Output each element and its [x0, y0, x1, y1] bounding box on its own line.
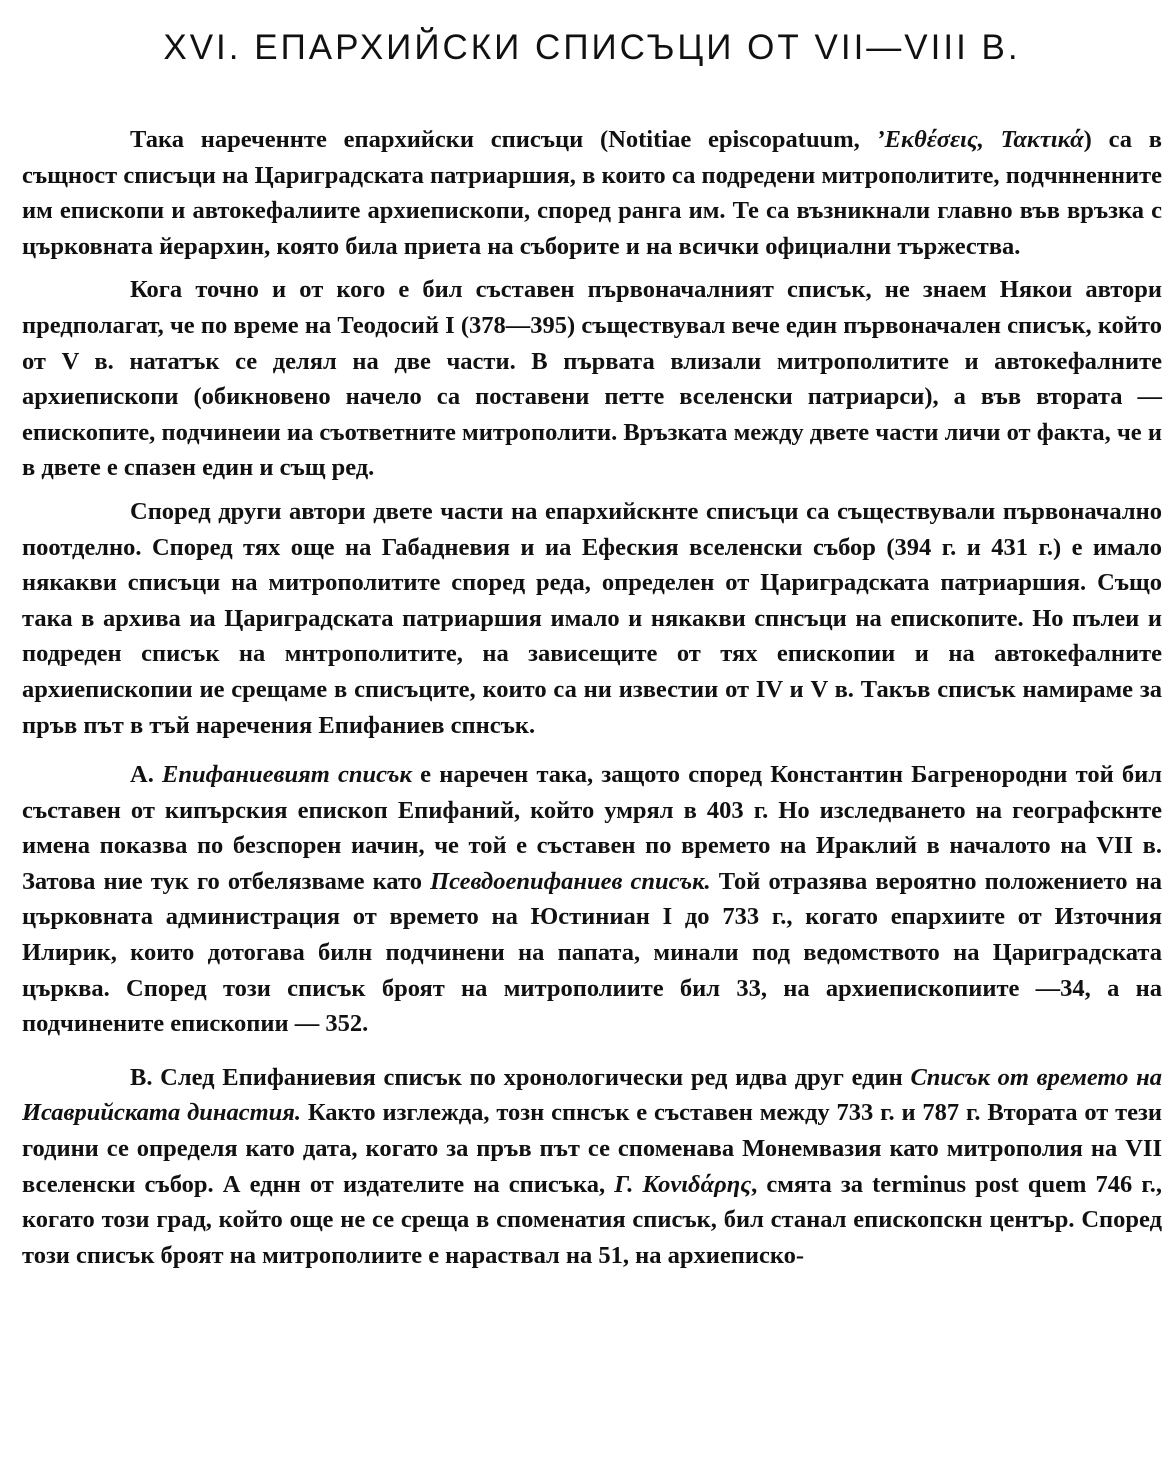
chapter-heading: XVI. ЕПАРХИЙСКИ СПИСЪЦИ ОТ VII—VIII В.: [163, 28, 1021, 67]
paragraph-5: [22, 1060, 1162, 1274]
paragraph-5-author: Г. Κονιδάρης: [614, 1170, 752, 1198]
paragraph-3: Според други автори двете части на епархийскнте списъци са съществували първоначално поотделно. Според тях още на Габадневия и иа Ефеския вселенски събор (394 г. и 431 г.) е имало някакви списъци на митрополитите според реда, определен от Цариградската патриаршия. Също така в архива иа Цариградската патриаршия имало и някакви спнсъци на епископите. Но пълеи и подреден списък на мнтрополитите, на зависещите от тях епископии и на автокефалните архиепископии ие срещаме в списъците, които са ни известии от IV и V в. Такъв списък намираме за пръв път в тъй наречения Епифаниев спнсък.: [22, 497, 1162, 739]
paragraph-1-text-b: ) са в същност списъци на Цариградската патриаршия, в които са подредени митрополитите, подчнненните им епископи и автокефалиите архиепископи, според ранга им. Те са възникнали главно във връзка с църковната йерархин, която била приета на съборите и на всички официални тържества.: [22, 126, 1162, 260]
document-page: [22, 20, 1162, 1273]
paragraph-4-title: Епифаниевият списък: [162, 761, 412, 789]
paragraph-5-text-b: , смята за terminus post quem 746 г., когато този град, който още не се среща в споменатия списък, бил станал епископскн център. Според този списък броят на митрополиите е нараствал на 51, на архиеписко-: [22, 1170, 1162, 1269]
paragraph-5-lead: В. След Епифаниевия списък по хронологически ред идва друг един: [130, 1063, 911, 1091]
paragraph-4-text-b: Той отразява вероятно положението на църковната администрация от времето на Юстиниан I до 733 г., когато епархиите от Източния Илирик, които дотогава билн подчинени на папата, минали под ведомството на Цариградската църква. Според този списък броят на митрополиите бил 33, на архиепископиите —34, а на подчинените епископии — 352.: [22, 867, 1162, 1038]
paragraph-4-text-a: е наречен така, защото според Константин Багренородни той бил съставен от кипърския епископ Епифаний, който умрял в 403 г. Но изследването на географскнте имена показва по безспорен иачин, че той е съставен по времето на Ираклий в началото на VII в. Затова ние тук го отбелязваме като: [22, 761, 1162, 895]
paragraph-5-text-a: Както изглежда, тозн спнсък е съставен между 733 г. и 787 г. Втората от тези години се определя като дата, когато за пръв път се споменава Монемвазия като митрополия на VII вселенски събор. А еднн от издателите на списъка,: [22, 1099, 1162, 1198]
paragraph-1-text-a: Така нареченнте епархийски списъци (Notitiae episcopatuum,: [130, 126, 877, 153]
paragraph-1-greek-term: ’Εκθέσεις, Τακτικά: [876, 126, 1084, 153]
paragraph-4-lead: А.: [130, 761, 163, 789]
paragraph-4-title-2: Псевдоепифаниев списък.: [430, 867, 711, 895]
paragraph-4: [22, 757, 1162, 1042]
paragraph-1: [22, 122, 1162, 264]
paragraph-5-title: Списък от времето на Исаврийската династия.: [22, 1063, 1162, 1127]
paragraph-2: Кога точно и от кого е бил съставен първоначалният списък, не знаем Някои автори предполагат, че по време на Теодосий I (378—395) съществувал вече един първоначален списък, който от V в. нататък се делял на две части. В първата влизали митрополитите и автокефалните архиепископи (обикновено начело са поставени петте вселенски патриарси), а във втората — епископите, подчинеии иа съответните митрополити. Връзката между двете части личи от факта, че и в двете е спазен един и същ ред.: [22, 276, 1162, 482]
